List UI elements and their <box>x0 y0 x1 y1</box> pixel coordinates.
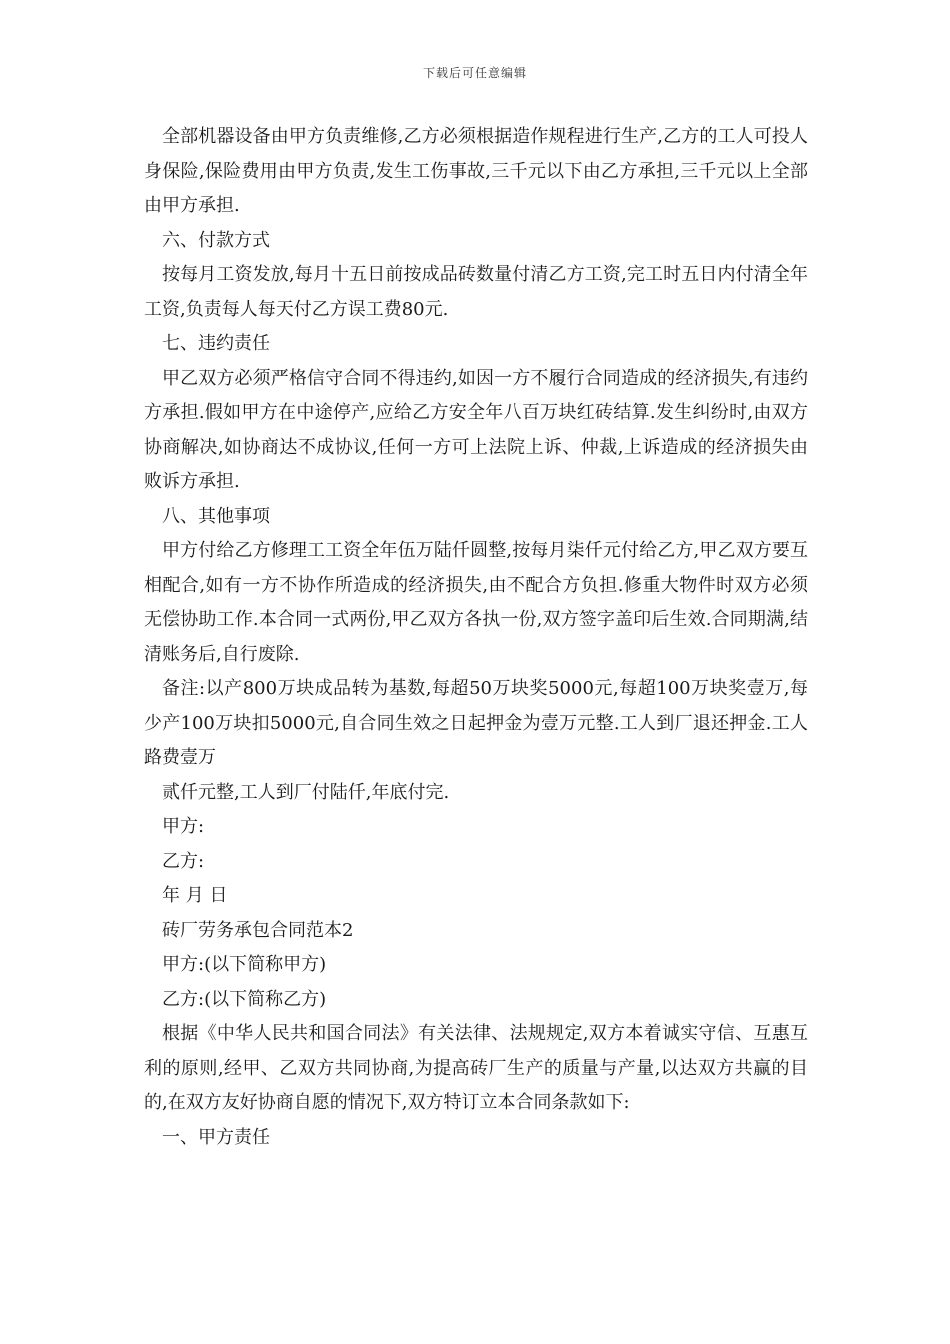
page-header: 下载后可任意编辑 <box>422 66 527 80</box>
party-a-line: 甲方:(以下简称甲方) <box>162 954 327 975</box>
section-heading-payment: 六、付款方式 <box>162 229 270 251</box>
signature-party-b: 乙方: <box>162 850 205 872</box>
section-heading-party-a-duties: 一、甲方责任 <box>162 1126 270 1148</box>
contract-title-2: 砖厂劳务承包合同范本2 <box>162 919 354 941</box>
paragraph-payment: 按每月工资发放,每月十五日前按成品砖数量付清乙方工资,完工时五日内付清全年工资,负责每人每天付乙方误工费80元. <box>144 264 808 320</box>
paragraph-remarks: 备注:以产800万块成品转为基数,每超50万块奖5000元,每超100万块奖壹万,每少产100万块扣5000元,自合同生效之日起押金为壹万元整.工人到厂退还押金.工人路费壹万 <box>144 678 808 768</box>
party-b-line: 乙方:(以下简称乙方) <box>162 988 327 1010</box>
paragraph-breach: 甲乙双方必须严格信守合同不得违约,如因一方不履行合同造成的经济损失,有违约方承担.假如甲方在中途停产,应给乙方安全年八百万块红砖结算.发生纠纷时,由双方协商解决,如协商达不成协议,任何一方可上法院上诉、仲裁,上诉造成的经济损失由败诉方承担. <box>144 367 808 492</box>
paragraph-other: 甲方付给乙方修理工工资全年伍万陆仟圆整,按每月柒仟元付给乙方,甲乙双方要互相配合,如有一方不协作所造成的经济损失,由不配合方负担.修重大物件时双方必须无偿协助工作.本合同一式两份,甲乙双方各执一份,双方签字盖印后生效.合同期满,结清账务后,自行废除. <box>144 540 808 665</box>
signature-date: 年 月 日 <box>162 885 228 906</box>
signature-party-a: 甲方: <box>162 816 205 837</box>
paragraph-maintenance: 全部机器设备由甲方负责维修,乙方必须根据造作规程进行生产,乙方的工人可投人身保险,保险费用由甲方负责,发生工伤事故,三千元以下由乙方承担,三千元以上全部由甲方承担. <box>144 126 808 216</box>
paragraph-preamble: 根据《中华人民共和国合同法》有关法律、法规规定,双方本着诚实守信、互惠互利的原则,经甲、乙双方共同协商,为提高砖厂生产的质量与产量,以达双方共赢的目的,在双方友好协商自愿的情况下,双方特订立本合同条款如下: <box>144 1023 808 1113</box>
section-heading-breach: 七、违约责任 <box>162 333 270 354</box>
document-body <box>144 120 808 1155</box>
paragraph-remarks-continued: 贰仟元整,工人到厂付陆仟,年底付完. <box>162 781 450 803</box>
section-heading-other: 八、其他事项 <box>162 505 270 527</box>
